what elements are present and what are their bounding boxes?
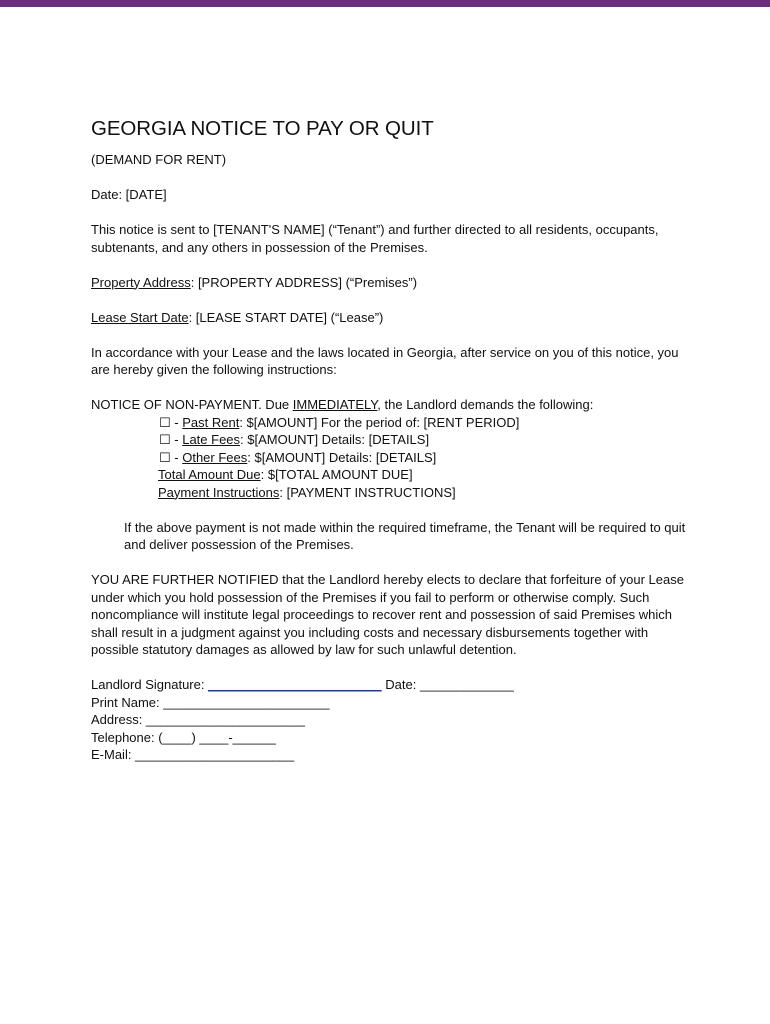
fee-item-value: : $[AMOUNT] Details: [DETAILS] xyxy=(240,432,430,447)
fee-item-label: Late Fees xyxy=(182,432,241,447)
checkbox-icon[interactable]: ☐ - xyxy=(159,432,183,447)
signature-field[interactable]: ________________________ xyxy=(208,677,382,692)
document-subtitle: (DEMAND FOR RENT) xyxy=(91,152,227,167)
property-address-label: Property Address xyxy=(91,274,191,290)
nonpayment-prefix: NOTICE OF NON-PAYMENT. Due xyxy=(91,397,293,412)
nonpayment-suffix: , the Landlord demands the following: xyxy=(377,397,594,412)
email-field[interactable]: E-Mail: ______________________ xyxy=(91,747,295,762)
total-amount-label: Total Amount Due xyxy=(158,467,261,482)
signature-label: Landlord Signature: xyxy=(91,677,209,692)
further-notice-paragraph: YOU ARE FURTHER NOTIFIED that the Landlord hereby elects to declare that forfeiture of your Lease under which you hold possession of the Premises if you fail to perform or otherwise comply. Such noncompliance will institute legal proceedings to recover rent and possession of said Premises which shall result in a judgment against you including costs and necessary disbursements together with possible statutory damages as allowed by law for such unlawful detention. xyxy=(91,572,684,657)
signature-line xyxy=(91,676,686,694)
fee-items xyxy=(91,414,686,467)
fee-item xyxy=(159,449,686,467)
instructions-paragraph: In accordance with your Lease and the laws located in Georgia, after service on you of this notice, you are hereby given the following instructions: xyxy=(91,344,679,377)
totals-block xyxy=(91,466,686,501)
intro-paragraph: This notice is sent to [TENANT'S NAME] (“Tenant”) and further directed to all residents, occupants, subtenants, and any others in possession of the Premises. xyxy=(91,222,659,255)
date-line: Date: [DATE] xyxy=(91,187,167,202)
nonpayment-emphasis: IMMEDIATELY xyxy=(292,397,378,412)
checkbox-icon[interactable]: ☐ - xyxy=(159,449,183,465)
address-field[interactable]: Address: ______________________ xyxy=(91,712,305,727)
payment-instructions-label: Payment Instructions xyxy=(158,484,280,500)
fee-item xyxy=(159,431,686,449)
payment-instructions-value: : [PAYMENT INSTRUCTIONS] xyxy=(279,484,456,500)
total-amount-value: : $[TOTAL AMOUNT DUE] xyxy=(260,467,413,482)
document-title: GEORGIA NOTICE TO PAY OR QUIT xyxy=(91,117,434,140)
fee-item-label: Other Fees xyxy=(182,449,248,465)
fee-item xyxy=(159,414,686,432)
lease-start-label: Lease Start Date xyxy=(91,309,189,325)
document-page xyxy=(91,116,686,764)
telephone-field[interactable]: Telephone: (____) ____-______ xyxy=(91,729,277,745)
fee-item-value: : $[AMOUNT] For the period of: [RENT PERIOD] xyxy=(239,414,520,430)
payment-instructions-line xyxy=(158,484,686,502)
checkbox-icon[interactable]: ☐ - xyxy=(159,414,183,430)
property-address-value: : [PROPERTY ADDRESS] (“Premises”) xyxy=(190,274,418,290)
nonpayment-notice xyxy=(91,396,686,414)
print-name-field[interactable]: Print Name: _______________________ xyxy=(91,694,330,710)
lease-start-line xyxy=(91,309,686,327)
property-address-line xyxy=(91,274,686,292)
top-accent-bar xyxy=(0,0,770,7)
quit-clause: If the above payment is not made within the required timeframe, the Tenant will be required to quit and deliver possession of the Premises. xyxy=(124,519,686,552)
signature-date-field[interactable]: Date: _____________ xyxy=(381,677,514,692)
fee-item-label: Past Rent xyxy=(182,414,240,430)
lease-start-value: : [LEASE START DATE] (“Lease”) xyxy=(188,309,384,325)
fee-item-value: : $[AMOUNT] Details: [DETAILS] xyxy=(247,449,437,465)
total-amount-line xyxy=(158,466,686,484)
